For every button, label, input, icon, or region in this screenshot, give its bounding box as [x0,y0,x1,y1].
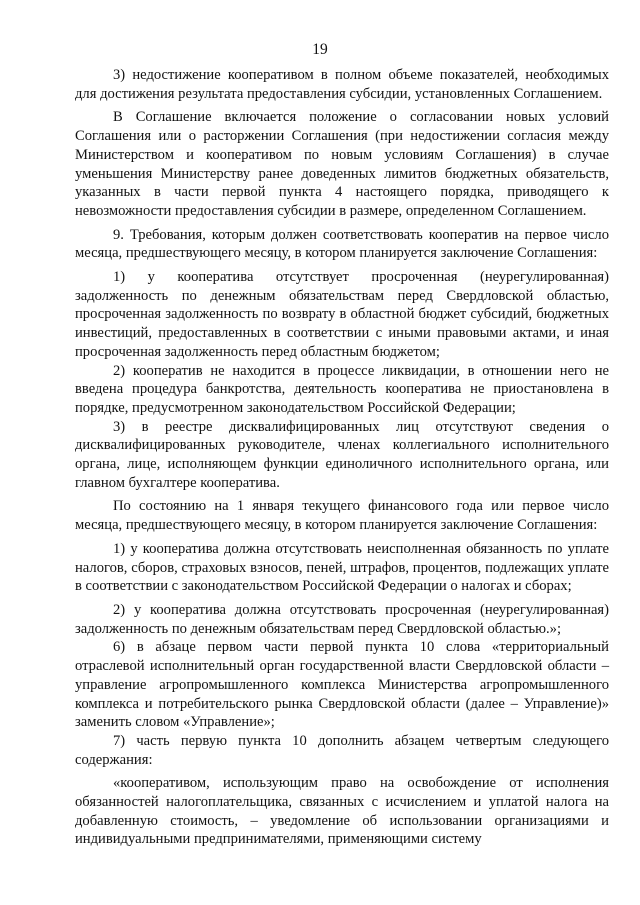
paragraph-7: По состоянию на 1 января текущего финансового года или первое число месяца, предшествующего месяцу, в котором планируется заключение Соглашения: [75,498,609,534]
paragraph-5: 2) кооператив не находится в процессе ликвидации, в отношении него не введена процедура банкротства, деятельность кооператива не приостановлена в порядке, предусмотренном законодательством Российской Федерации; [75,362,609,416]
paragraph-6: 3) в реестре дисквалифицированных лиц отсутствуют сведения о дисквалифицированных руководителе, членах коллегиального исполнительного органа, лице, исполняющем функции единоличного исполнительного органа, или главном бухгалтере кооператива. [75,418,609,491]
paragraph-4: 1) у кооператива отсутствует просроченная (неурегулированная) задолженность по денежным обязательствам перед Свердловской областью, просроченная задолженность по возврату в областной бюджет субсидий, бюджетных инвестиций, предоставленных в соответствии с иными правовыми актами, и иная просроченная задолженность перед областным бюджетом; [75,269,609,360]
paragraph-3: 9. Требования, которым должен соответствовать кооператив на первое число месяца, предшествующего месяцу, в котором планируется заключение Соглашения: [75,226,609,262]
page-number: 19 [312,41,328,58]
paragraph-1: 3) недостижение кооперативом в полном объеме показателей, необходимых для достижения результата предоставления субсидии, установленных Соглашением. [75,67,609,102]
document-body [75,66,609,849]
paragraph-2: В Соглашение включается положение о согласовании новых условий Соглашения или о расторжении Соглашения (при недостижении согласия между Министерством и кооперативом по новым условиям Соглашения) в случае уменьшения Министерству ранее доведенных лимитов бюджетных обязательств, указанных в части первой пункта 4 настоящего порядка, приводящего к невозможности предоставления субсидии в размере, определенном Соглашением. [75,109,609,219]
paragraph-10: 6) в абзаце первом части первой пункта 10 слова «территориальный отраслевой исполнительный орган государственной власти Свердловской области – управление агропромышленного комплекса Министерства агропромышленного комплекса и потребительского рынка Свердловской области (далее – Управление)» заменить словом «Управление»; [75,639,609,731]
paragraph-12: «кооперативом, использующим право на освобождение от исполнения обязанностей налогоплательщика, связанных с исчислением и уплатой налога на добавленную стоимость, – уведомление об использовании организациями и индивидуальными предпринимателями, применяющими систему [75,775,609,848]
paragraph-9: 2) у кооператива должна отсутствовать просроченная (неурегулированная) задолженность по денежным обязательствам перед Свердловской областью.»; [75,601,609,637]
paragraph-8: 1) у кооператива должна отсутствовать неисполненная обязанность по уплате налогов, сборов, страховых взносов, пеней, штрафов, процентов, подлежащих уплате в соответствии с законодательством Российской Федерации о налогах и сборах; [75,540,609,595]
paragraph-11: 7) часть первую пункта 10 дополнить абзацем четвертым следующего содержания: [75,732,609,768]
